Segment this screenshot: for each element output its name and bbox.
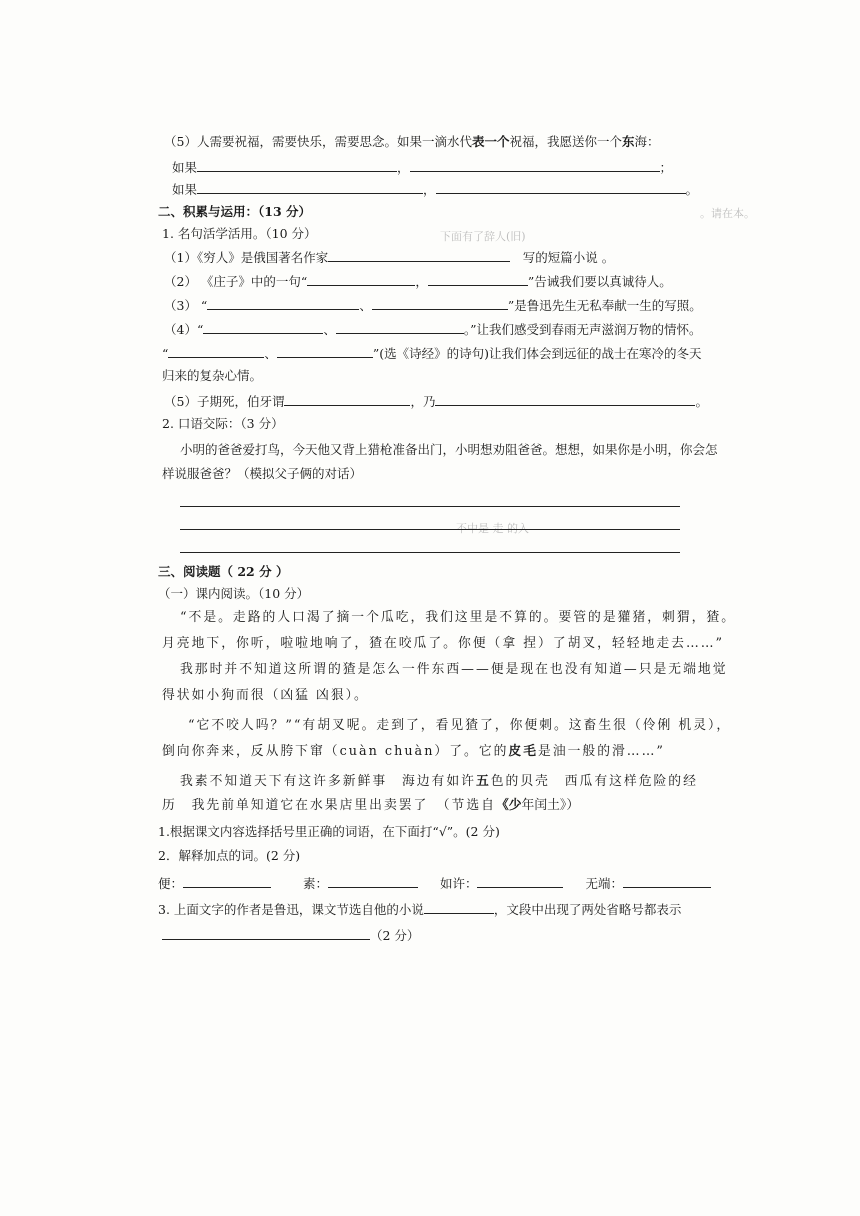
section-2-q1-item-3: （3） “ 、 ”是鲁迅先生无私奉献一生的写照。	[164, 298, 702, 313]
answer-blank[interactable]	[435, 392, 695, 406]
answer-blank[interactable]	[328, 248, 510, 262]
section-2-q1-item-4-cont: “ 、 ”(选《诗经》的诗句)让我们体会到远征的战士在寒冷的冬天	[162, 346, 702, 361]
section-2-q1-item-2: （2） 《庄子》中的一句“ ， ”告诫我们要以真诚待人。	[164, 274, 672, 289]
question-5: （5）人需要祝福，需要快乐，需要思念。如果一滴水代表一个祝福，我愿送你一个东海：	[164, 134, 660, 149]
reading-passage-line: 我那时并不知道这所谓的猹是怎么一件东西——便是现在也没有知道—只是无端地觉	[180, 662, 728, 677]
reading-passage-line: 得状如小狗而很（凶猛 凶狠）。	[162, 688, 369, 703]
answer-blank[interactable]	[307, 272, 415, 286]
reading-passage-line: 历 我先前单知道它在水果店里出卖罢了 （节选自《少年闰土》）	[162, 798, 580, 813]
reading-question-2: 2．解释加点的词。(2 分)	[158, 848, 301, 863]
answer-blank[interactable]	[162, 926, 370, 940]
answer-blank[interactable]	[183, 874, 271, 888]
reading-question-1: 1.根据课文内容选择括号里正确的词语，在下面打“√”。(2 分)	[158, 824, 500, 839]
answer-blank[interactable]	[477, 874, 563, 888]
section-2-title: 二、积累与运用：（13 分）	[158, 204, 311, 219]
answer-blank[interactable]	[197, 180, 423, 194]
answer-blank[interactable]	[203, 320, 323, 334]
answer-blank[interactable]	[436, 180, 686, 194]
reading-passage-line: “不是。走路的人口渴了摘一个瓜吃，我们这里是不算的。要管的是獾猪，刺猬，猹。	[180, 610, 737, 625]
reading-passage-line: “它不咬人吗？”“有胡叉呢。走到了，看见猹了，你便刺。这畜生很（伶俐 机灵），	[188, 718, 732, 733]
reading-question-3: 3. 上面文字的作者是鲁迅，课文节选自他的小说 ，文段中出现了两处省略号都表示	[158, 902, 682, 917]
section-2-q2-text: 小明的爸爸爱打鸟，今天他又背上猎枪准备出门，小明想劝阻爸爸。想想，如果你是小明，你会怎	[180, 442, 718, 457]
answer-blank[interactable]	[277, 344, 373, 358]
section-2-q1-item-4-end: 归来的复杂心情。	[162, 368, 263, 383]
section-2-q1-item-5: （5）子期死，伯牙谓 ，乃 。	[164, 394, 708, 409]
answer-blank[interactable]	[168, 344, 264, 358]
bleed-through-text: 下面有了辞人(旧)	[440, 230, 526, 243]
answer-blank[interactable]	[623, 874, 711, 888]
answer-line[interactable]	[180, 529, 680, 530]
reading-passage-line: 倒向你奔来，反从胯下窜（cuàn chuàn）了。它的皮毛是油一般的滑……”	[162, 744, 665, 759]
reading-question-2-blanks: 便： 素： 如许： 无端：	[158, 874, 711, 892]
answer-line[interactable]	[180, 506, 680, 507]
answer-blank[interactable]	[328, 874, 418, 888]
section-3-title: 三、阅读题（ 22 分 ）	[158, 564, 289, 579]
section-3-subtitle: （一）课内阅读。（10 分）	[158, 586, 310, 601]
answer-line[interactable]	[180, 552, 680, 553]
answer-blank[interactable]	[424, 900, 494, 914]
section-2-q2-text: 样说服爸爸？（模拟父子俩的对话）	[162, 466, 363, 481]
section-2-q1: 1. 名句活学活用。（10 分）	[162, 226, 317, 241]
answer-blank[interactable]	[372, 296, 508, 310]
answer-blank[interactable]	[336, 320, 464, 334]
answer-blank[interactable]	[207, 296, 359, 310]
question-5-line-1: 如果 ， ；	[172, 160, 673, 175]
section-2-q2: 2. 口语交际：（3 分）	[162, 416, 284, 431]
reading-passage-line: 月亮地下，你听，啦啦地响了，猹在咬瓜了。你便（拿 捏）了胡叉，轻轻地走去……”	[162, 636, 725, 651]
section-2-q1-item-1: （1）《穷人》是俄国著名作家 写的短篇小说 。	[164, 250, 615, 265]
answer-blank[interactable]	[284, 392, 410, 406]
section-2-q1-item-4: （4）“ 、 。”让我们感受到春雨无声滋润万物的情怀。	[164, 322, 702, 337]
bleed-through-text: 。请在本。	[700, 207, 755, 220]
bleed-through-text: 不中是 走 的入	[456, 522, 529, 535]
reading-passage-line: 我素不知道天下有这许多新鲜事 海边有如许五色的贝壳 西瓜有这样危险的经	[180, 774, 698, 789]
reading-question-3-cont: （2 分）	[162, 926, 419, 944]
question-5-line-2: 如果 ， 。	[172, 182, 699, 197]
answer-blank[interactable]	[197, 158, 397, 172]
answer-blank[interactable]	[428, 272, 528, 286]
answer-blank[interactable]	[410, 158, 660, 172]
